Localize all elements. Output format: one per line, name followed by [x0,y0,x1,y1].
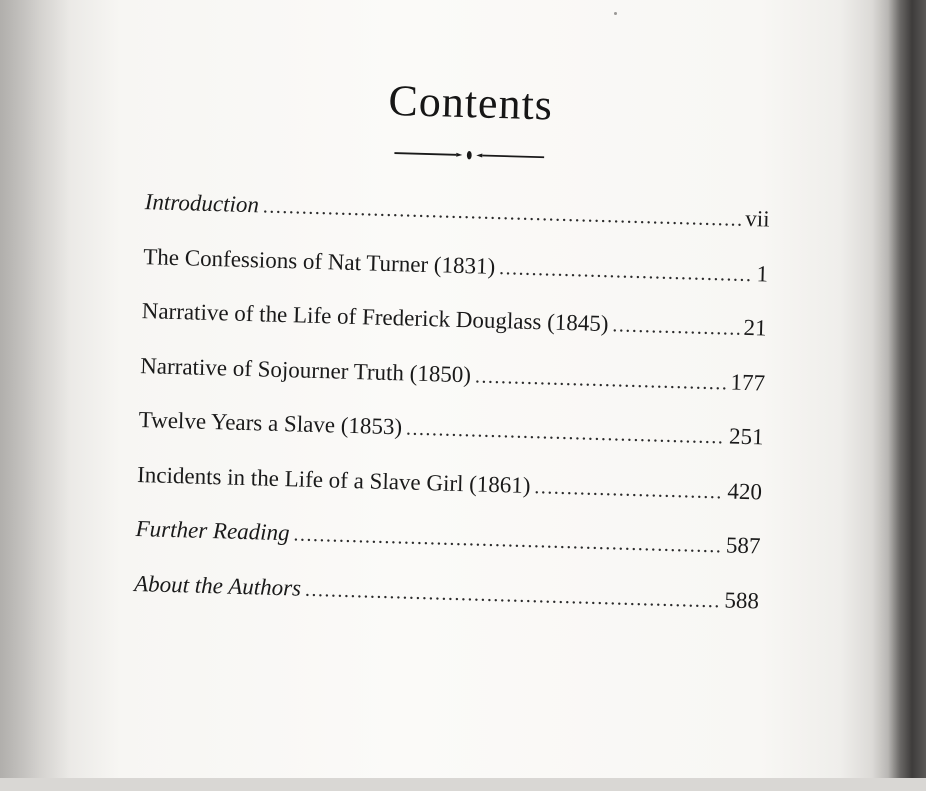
toc-entry-title: About the Authors [133,570,302,601]
toc-entry-page: 588 [724,586,760,613]
toc-entry-title: Introduction [144,189,260,218]
toc-entry-title: Narrative of the Life of Frederick Douglass (1845) [141,298,609,337]
toc-entry-page: 1 [756,260,769,287]
page-title: Contents [387,76,554,130]
dot-leader [499,257,753,287]
table-of-contents [133,189,770,642]
toc-entry-page: 587 [725,532,761,559]
divider-ornament-icon [394,146,544,164]
dot-leader [475,365,727,395]
toc-entry-title: Incidents in the Life of a Slave Girl (1861) [136,461,531,498]
dot-leader [534,476,724,504]
toc-entry-page: vii [744,205,770,232]
toc-entry-title: Narrative of Sojourner Truth (1850) [139,352,472,387]
toc-entry-title: Further Reading [135,516,290,546]
dot-leader [406,418,726,450]
toc-entry-page: 420 [727,478,763,504]
dot-leader [263,195,742,231]
toc-entry-title: Twelve Years a Slave (1853) [138,407,403,440]
toc-entry-page: 177 [730,369,766,396]
dot-leader [612,314,740,341]
toc-entry-page: 21 [743,314,767,341]
toc-entry-page: 251 [728,423,764,450]
toc-entry-title: The Confessions of Nat Turner (1831) [142,243,496,279]
